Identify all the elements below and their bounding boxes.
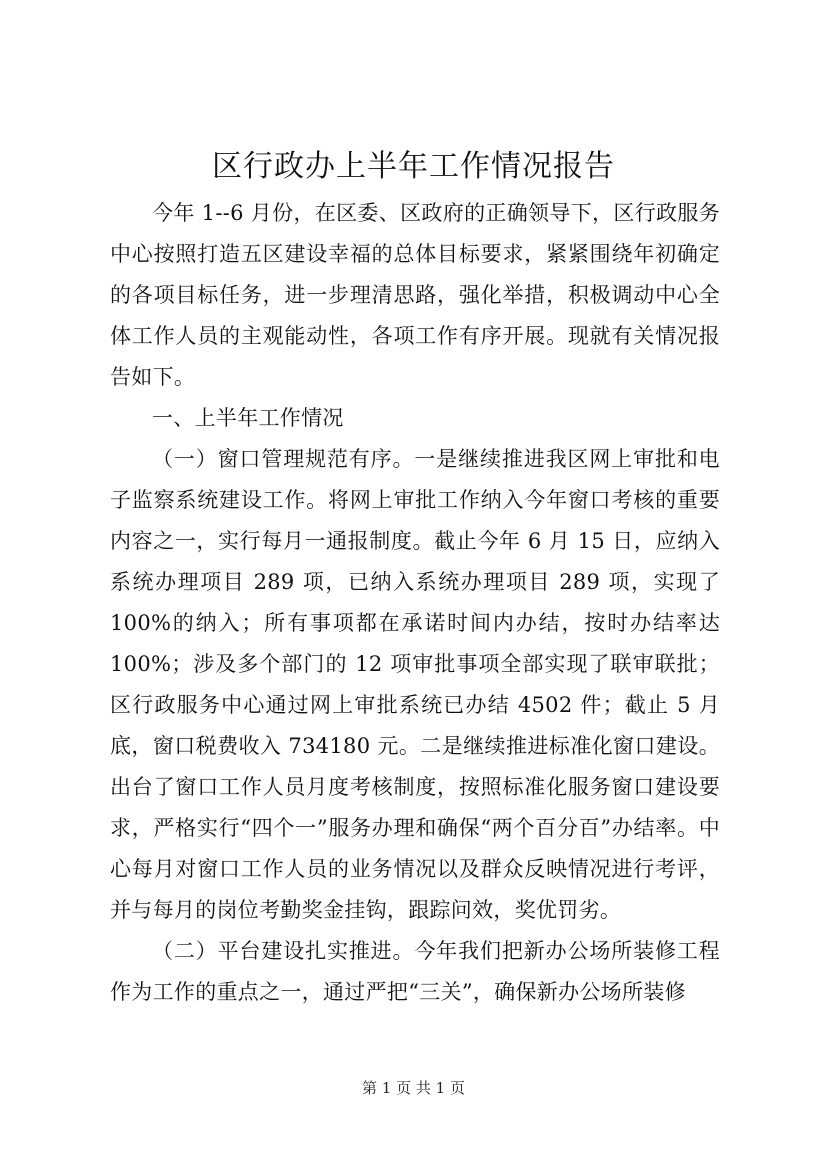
document-body <box>110 193 720 1013</box>
page-footer: 第 1 页 共 1 页 <box>362 1079 465 1097</box>
paragraph-platform-construction: （二）平台建设扎实推进。今年我们把新办公场所装修工程作为工作的重点之一，通过严把“三关”，确保新办公场所装修 <box>110 939 720 1004</box>
document-title: 区行政办上半年工作情况报告 <box>212 149 615 184</box>
paragraph-window-management: （一）窗口管理规范有序。一是继续推进我区网上审批和电子监察系统建设工作。将网上审批工作纳入今年窗口考核的重要内容之一，实行每月一通报制度。截止今年 6 月 15 日，应纳入系统办理项目 289 项，已纳入系统办理项目 289 项，实现了 100%的纳入；所有事项都在承诺时间内办结，按时办结率达 100%；涉及多个部门的 12 项审批事项全部实现了联审联批；区行政服务中心通过网上审批系统已办结 4502 件；截止 5 月底，窗口税费收入 734180 元。二是继续推进标准化窗口建设。出台了窗口工作人员月度考核制度，按照标准化服务窗口建设要求，严格实行“四个一”服务办理和确保“两个百分百”办结率。中心每月对窗口工作人员的业务情况以及群众反映情况进行考评，并与每月的岗位考勤奖金挂钩，跟踪问效，奖优罚劣。 <box>110 447 720 922</box>
paragraph-intro: 今年 1--6 月份，在区委、区政府的正确领导下，区行政服务中心按照打造五区建设幸福的总体目标要求，紧紧围绕年初确定的各项目标任务，进一步理清思路，强化举措，积极调动中心全体工作人员的主观能动性，各项工作有序开展。现就有关情况报告如下。 <box>110 201 720 389</box>
section-heading: 一、上半年工作情况 <box>152 406 344 430</box>
